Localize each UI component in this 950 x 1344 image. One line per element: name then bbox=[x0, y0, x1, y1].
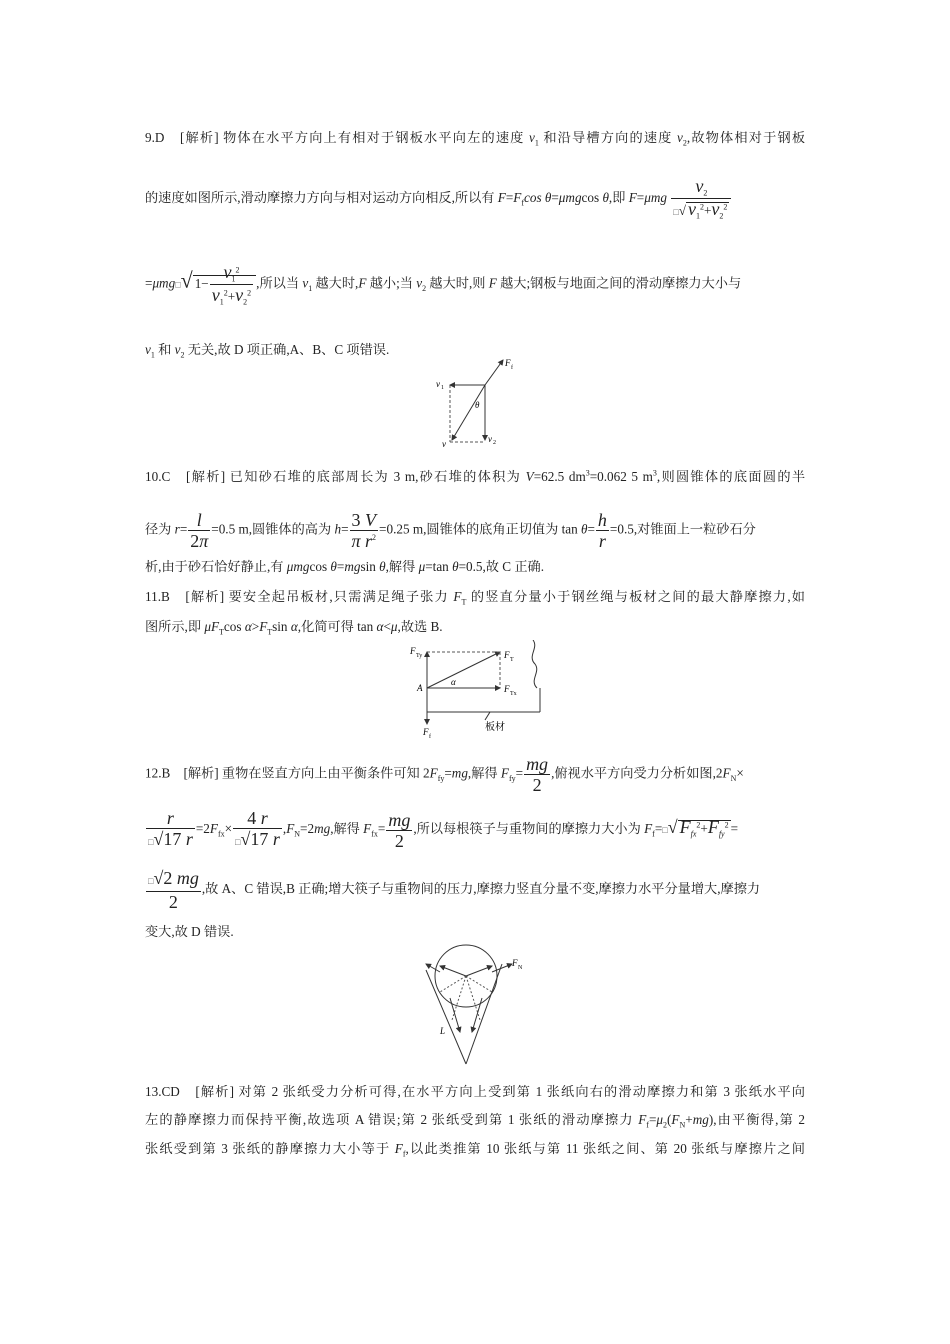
figure-chopsticks bbox=[420, 942, 560, 1070]
q12-line1: 12.B [解析] 重物在竖直方向上由平衡条件可知 $2F_{fy}=mg$,解得 $F_{fy}=$ $\frac{mg}{2}$ ,俯视水平方向受力分析如图$,2F_N\times$ bbox=[145, 754, 744, 795]
q11-line1: 11.B [解析] 要安全起吊板材,只需满足绳子张力 $F_T$ 的竖直分量小于钢丝绳与板材之间的最大静摩擦力,如 bbox=[145, 589, 805, 607]
q9-line4: $v_1$ 和 $v_2$ 无关,故 D 项正确,A、B、C 项错误. bbox=[145, 342, 390, 360]
svg-text:A: A bbox=[417, 683, 423, 693]
q10-line2: 径为 r= $\frac{l}{2\pi}$ =0.5 m,圆锥体的高为 h= $\frac{3 V}{\pi r^2}$ =0.25 m,圆锥体的底角正切值为 tan θ= $\frac{h}{r}$ =0.5,对锥面上一粒砂石分 bbox=[145, 510, 756, 551]
ft-arrow bbox=[427, 652, 500, 688]
svg-text:F: F bbox=[512, 958, 518, 968]
ff-arrow bbox=[485, 360, 503, 385]
q13-line3: 张纸受到第 3 张纸的静摩擦力大小等于 $F_f$,以此类推第 10 张纸与第 11 张纸之间、第 20 张纸与摩擦片之间 bbox=[145, 1141, 805, 1159]
q11-line2: 图所示,即 $\mu F_T\cos$ $\alpha>F_T\sin$ α,化简可得 tan α<μ,故选 B. bbox=[145, 619, 443, 637]
figure-velocity-diagram bbox=[425, 352, 525, 452]
svg-text:T: T bbox=[510, 657, 514, 663]
q13-line2: 左的静摩擦力而保持平衡,故选项 A 错误;第 2 张纸受到第 1 张纸的滑动摩擦力 $F_f=\mu_2(F_N+mg)$,由平衡得,第 2 bbox=[145, 1112, 805, 1130]
svg-text:板材: 板材 bbox=[485, 722, 505, 733]
q12-line2: $\frac{r}{□√17 r}$ $=2F_{fx}\times$ $\frac{4 r}{□√17 r}$ $,F_N=2mg$,解得 $F_{fx}=$ $\frac{mg}{2}$ ,所以每根筷子与重物间的摩擦力大小为 $F_f=□√$ $F_{fx}^2+F_{fy}^2$ = bbox=[148, 808, 739, 851]
q13-line1: 13.CD [解析] 对第 2 张纸受力分析可得,在水平方向上受到第 1 张纸向右的滑动摩擦力和第 3 张纸水平向 bbox=[145, 1084, 805, 1099]
q10-line3: 析,由于砂石恰好静止,有 μmgcos θ=mgsin θ,解得 μ=tan θ=0.5,故 C 正确. bbox=[145, 559, 545, 574]
svg-text:v: v bbox=[442, 439, 446, 449]
q12-line4: 变大,故 D 错误. bbox=[145, 924, 234, 939]
svg-text:N: N bbox=[518, 965, 523, 971]
svg-text:f: f bbox=[429, 734, 431, 740]
board-break bbox=[532, 640, 537, 688]
q9-line3: =μmg□√ 1− $\frac{v_1^2}{v_1^2+v_2^2}$ ,所以当 $v_1$ 越大时,F 越小;当 $v_2$ 越大时,则 F 越大;钢板与地面之间的滑动摩擦力大小与 bbox=[145, 262, 742, 307]
svg-text:Ty: Ty bbox=[416, 653, 423, 659]
svg-text:Tx: Tx bbox=[510, 691, 517, 697]
figure-board-force bbox=[405, 640, 555, 740]
svg-text:F: F bbox=[423, 727, 429, 737]
svg-text:f: f bbox=[511, 365, 513, 371]
q9-fraction-1: $\frac{v_2}{□√ v_1^2+v_2^2}$ bbox=[671, 176, 731, 222]
svg-text:L: L bbox=[440, 1026, 446, 1036]
chopstick-left bbox=[426, 970, 466, 1064]
svg-text:F: F bbox=[504, 650, 510, 660]
svg-text:F: F bbox=[505, 358, 511, 368]
q9-line2: 的速度如图所示,滑动摩擦力方向与相对运动方向相反,所以有 $F=F_f\cos$ θ=μmgcos θ,即 F=μmg $\frac{v_2}{□√ v_1^2+v_2^2}$ bbox=[145, 176, 805, 222]
svg-text:v: v bbox=[436, 379, 440, 389]
svg-text:F: F bbox=[504, 684, 510, 694]
svg-text:v: v bbox=[488, 434, 492, 444]
q9-line1: 9.D [解析] 物体在水平方向上有相对于钢板水平向左的速度 $v_1$ 和沿导槽方向的速度 $v_2$,故物体相对于钢板 bbox=[145, 130, 806, 148]
q12-line3: $\frac{□√2 mg}{2}$ ,故 A、C 错误,B 正确;增大筷子与重物间的压力,摩擦力竖直分量不变,摩擦力水平分量增大,摩擦力 bbox=[148, 868, 761, 912]
chopstick-right bbox=[466, 964, 502, 1064]
svg-text:2: 2 bbox=[493, 440, 496, 446]
svg-text:α: α bbox=[451, 677, 456, 687]
svg-text:1: 1 bbox=[441, 385, 444, 391]
fn-arrow-left bbox=[426, 964, 440, 972]
q10-line1: 10.C [解析] 已知砂石堆的底部周长为 3 m,砂石堆的体积为 V=62.5 $dm^3=0.062$ 5 $m^3$,则圆锥体的底面圆的半 bbox=[145, 468, 806, 484]
v-arrow bbox=[452, 385, 485, 440]
svg-text:F: F bbox=[410, 646, 416, 656]
svg-text:θ: θ bbox=[475, 400, 480, 410]
